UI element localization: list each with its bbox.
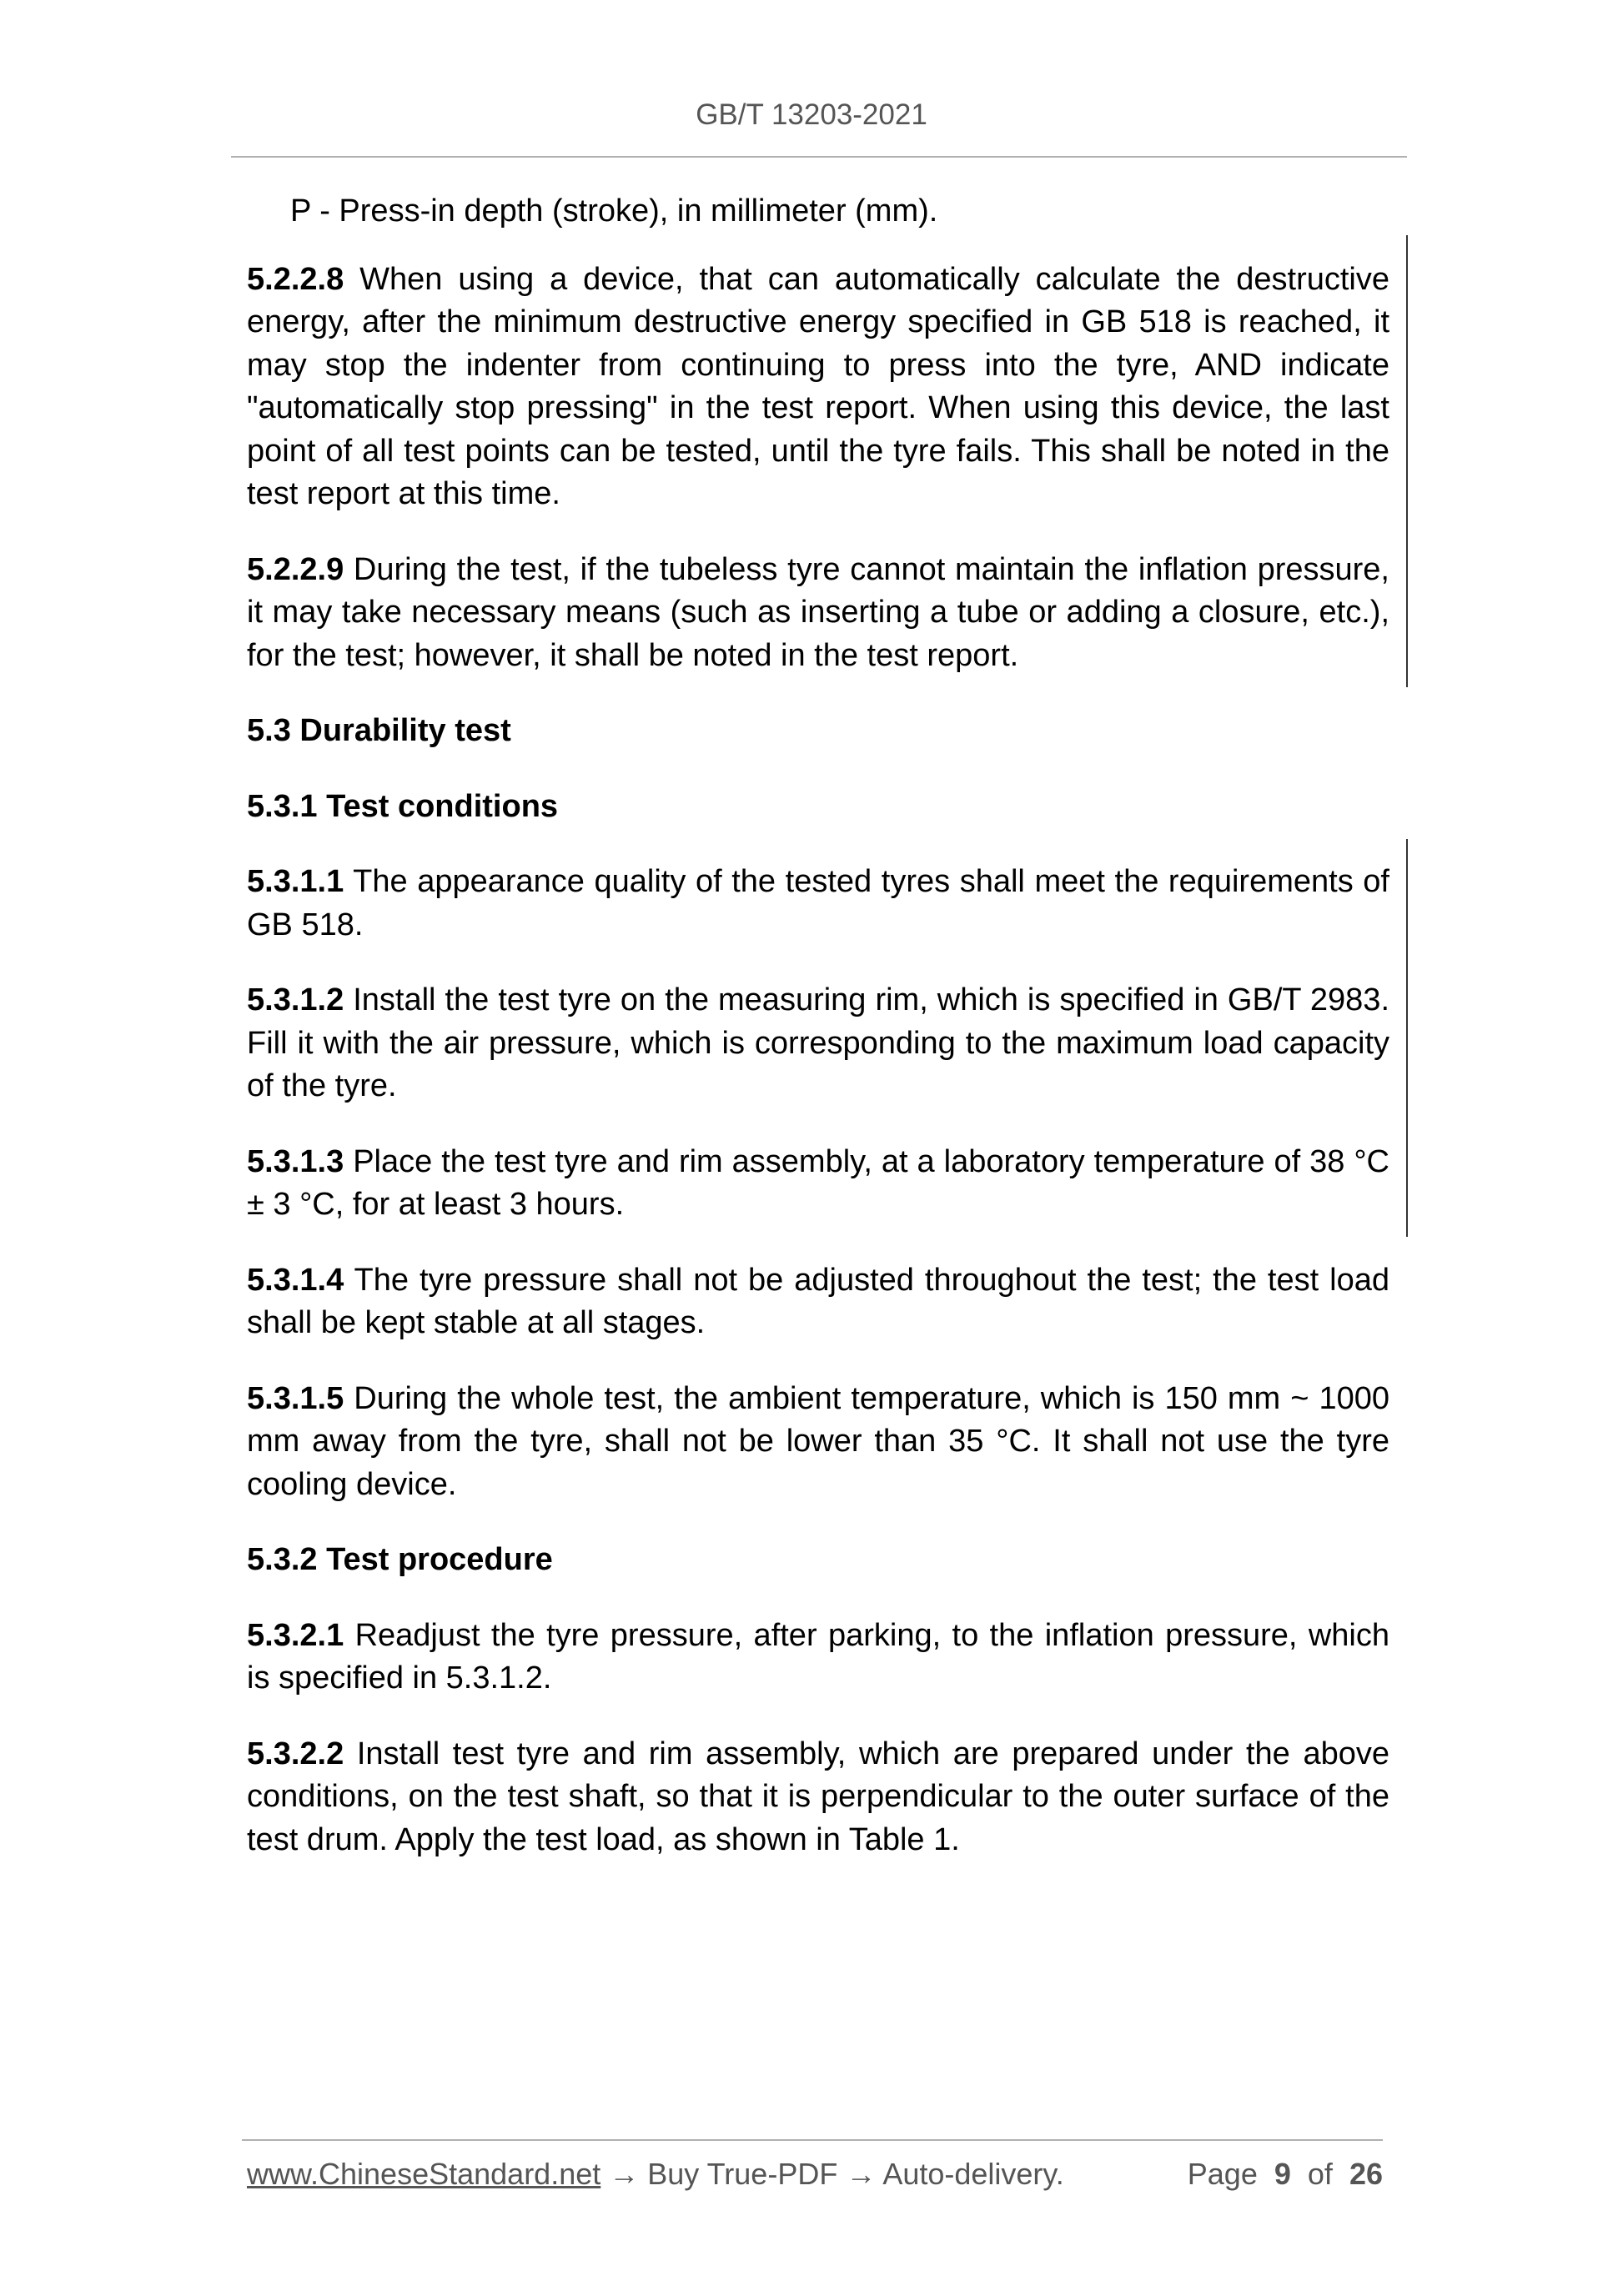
clause-text: Readjust the tyre pressure, after parking, to the inflation pressure, which is specified in 5.3.1.2. [247, 1617, 1389, 1696]
footer-tagline: → Buy True-PDF → Auto-delivery. [600, 2157, 1064, 2191]
page-footer [247, 2157, 1383, 2192]
clause-text: During the whole test, the ambient temperature, which is 150 mm ~ 1000 mm away from the tyre, shall not be lower than 35 °C. It shall not use the tyre cooling device. [247, 1380, 1389, 1502]
clause-5-3-1-5 [247, 1378, 1389, 1507]
clause-number: 5.3.1.1 [247, 864, 344, 899]
clause-5-3-1-3 [247, 1141, 1389, 1227]
clause-number: 5.3.1.2 [247, 982, 344, 1017]
clause-5-3-1-2 [247, 979, 1389, 1108]
clause-text: During the test, if the tubeless tyre cannot maintain the inflation pressure, it may take necessary means (such as inserting a tube or adding a closure, etc.), for the test; however, it shall be noted in the test report. [247, 551, 1389, 673]
document-header: GB/T 13203-2021 [696, 98, 927, 131]
clause-text: When using a device, that can automatically calculate the destructive energy, after the minimum destructive energy specified in GB 518 is reached, it may stop the indenter from continuing to press into the tyre, AND indicate "automatically stop pressing" in the test report. When using this device, the last point of all test points can be tested, until the tyre fails. This shall be noted in the test report at this time. [247, 261, 1389, 511]
clause-number: 5.3.2.2 [247, 1736, 344, 1771]
clause-text: Install test tyre and rim assembly, which are prepared under the above conditions, on the test shaft, so that it is perpendicular to the outer surface of the test drum. Apply the test load, as shown in Table 1. [247, 1736, 1389, 1857]
clause-text: Place the test tyre and rim assembly, at a laboratory temperature of 38 °C ± 3 °C, for at least 3 hours. [247, 1143, 1389, 1222]
clause-number: 5.3.1.4 [247, 1262, 344, 1298]
clause-number: 5.3.2.1 [247, 1617, 344, 1653]
clause-number: 5.2.2.9 [247, 551, 344, 587]
footer-left [247, 2157, 1064, 2192]
clause-5-3-1-1 [247, 861, 1389, 947]
section-heading-5-3-2: 5.3.2 Test procedure [247, 1542, 553, 1577]
clause-text: Install the test tyre on the measuring rim, which is specified in GB/T 2983. Fill it with the air pressure, which is corresponding to the maximum load capacity of the tyre. [247, 982, 1389, 1103]
clause-number: 5.3.1.3 [247, 1143, 344, 1179]
clause-5-3-2-1 [247, 1615, 1389, 1701]
section-heading-5-3-1: 5.3.1 Test conditions [247, 788, 559, 824]
clause-number: 5.2.2.8 [247, 261, 344, 297]
page-body [247, 190, 1389, 1894]
clause-5-2-2-8 [247, 259, 1389, 516]
change-bar [1406, 839, 1408, 1237]
clause-number: 5.3.1.5 [247, 1380, 344, 1416]
total-pages: 26 [1349, 2157, 1383, 2191]
page-number [1188, 2157, 1383, 2192]
clause-text: The tyre pressure shall not be adjusted throughout the test; the test load shall be kept stable at all stages. [247, 1262, 1389, 1340]
clause-5-3-1-4 [247, 1259, 1389, 1345]
clause-text: The appearance quality of the tested tyres shall meet the requirements of GB 518. [247, 864, 1389, 942]
change-bar [1406, 235, 1408, 687]
clause-5-2-2-9 [247, 549, 1389, 678]
footer-divider [242, 2139, 1383, 2141]
website-link[interactable]: www.ChineseStandard.net [247, 2157, 601, 2191]
paragraph-press-depth: P - Press-in depth (stroke), in millimeter (mm). [290, 193, 938, 229]
of-word: of [1307, 2157, 1333, 2191]
page-word: Page [1187, 2157, 1258, 2191]
section-heading-5-3: 5.3 Durability test [247, 713, 511, 748]
header-divider [231, 156, 1407, 158]
clause-5-3-2-2 [247, 1733, 1389, 1862]
current-page: 9 [1274, 2157, 1291, 2191]
